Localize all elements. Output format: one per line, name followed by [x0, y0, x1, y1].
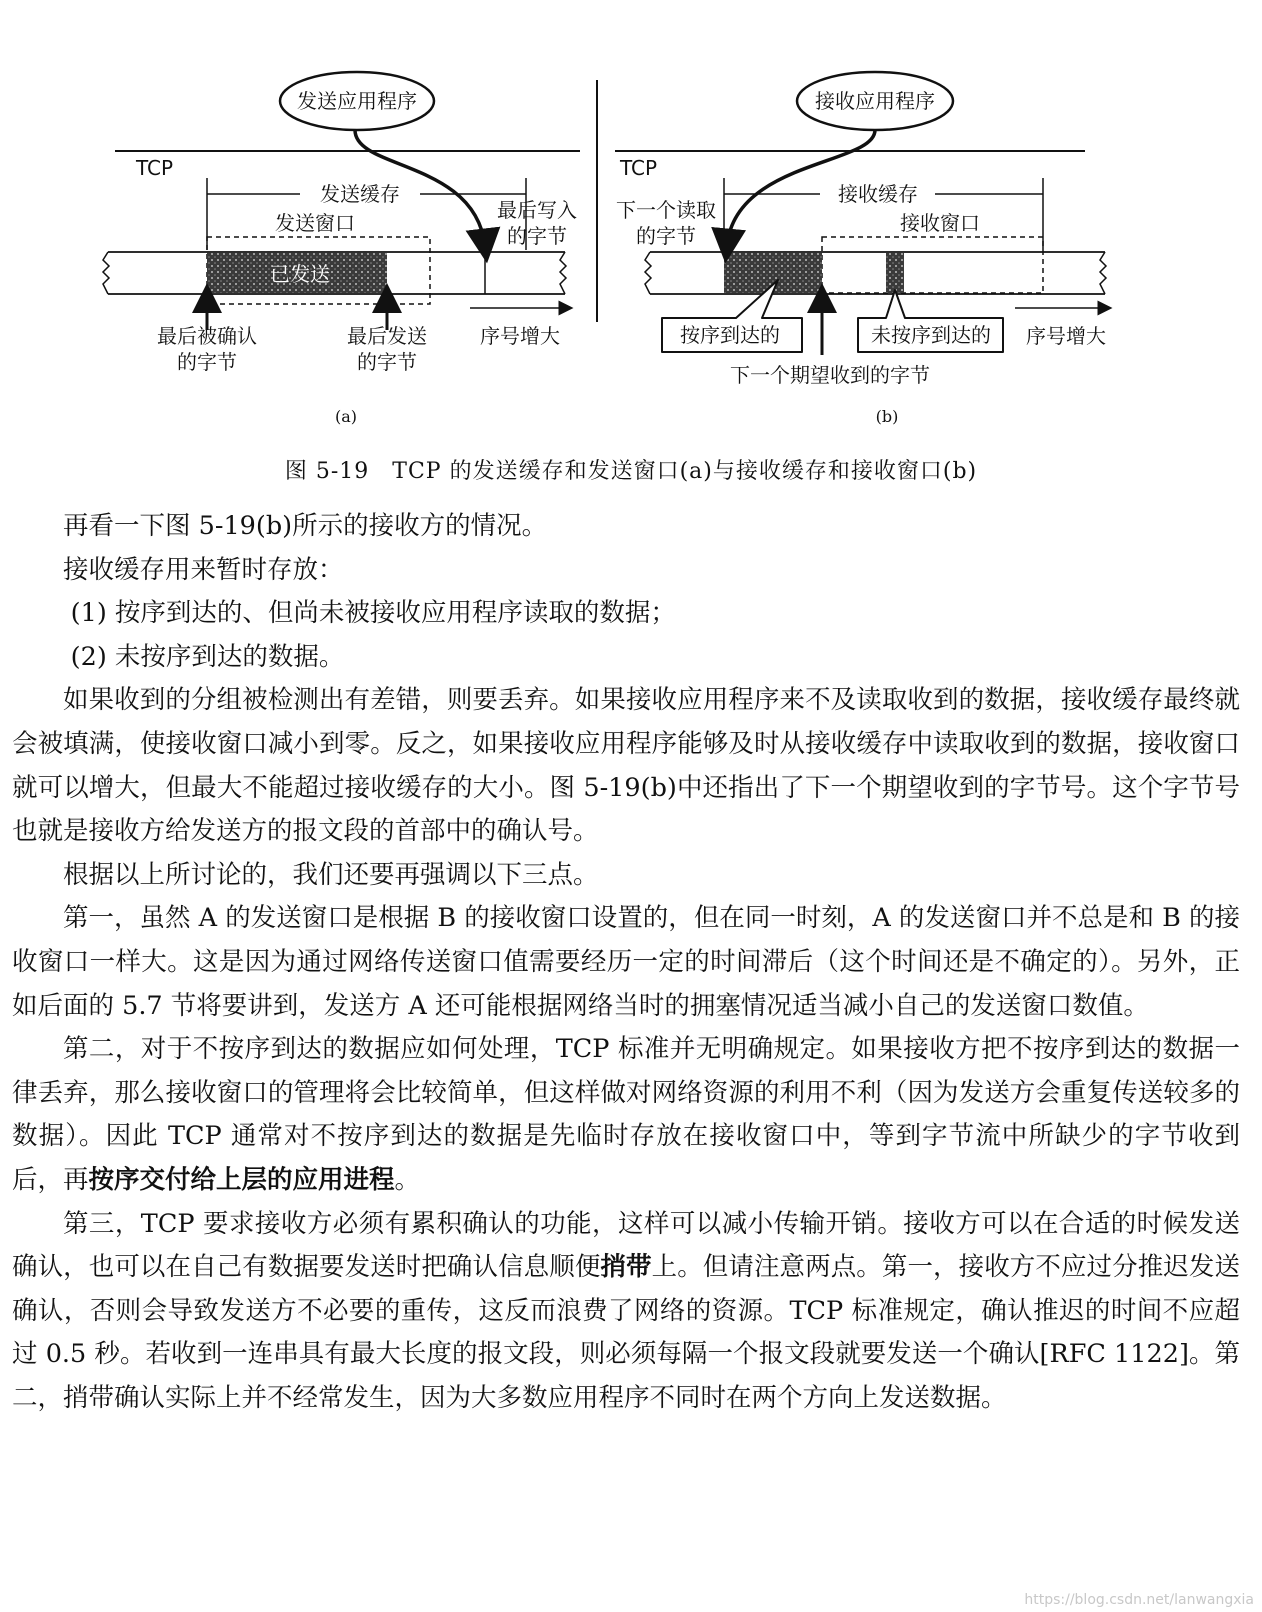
paragraph-buffer-use: 接收缓存用来暂时存放：: [63, 554, 344, 585]
tcp-window-figure: [0, 0, 1262, 500]
receive-side-diagram: [615, 72, 1106, 426]
paragraph-point-three: [12, 1203, 1240, 1421]
sub-label-b: (b): [875, 407, 899, 426]
receive-buffer-label: 接收缓存: [838, 182, 918, 206]
last-sent-label-1: 最后发送: [347, 324, 427, 348]
point-three-text-b: 上。但请注意两点。第一，接收方不应过分推迟发送确认，否则会导致发送方不必要的重传，这反而浪费了网络的资源。TCP 标准规定，确认推迟的时间不应超过 0.5 秒。若收到一连串具有最大长度的报文段，则必须每隔一个报文段就要发送一个确认[RFC 1122]。第二，捎带确认实际上并不经常发生，因为大多数应用程序不同时在两个方向上发送数据。: [12, 1252, 1240, 1413]
last-written-label-2: 的字节: [507, 224, 567, 248]
send-window-label: 发送窗口: [275, 211, 355, 235]
sub-label-a: (a): [334, 407, 358, 426]
send-side-diagram: [103, 72, 580, 426]
next-read-label-1: 下一个读取: [616, 198, 716, 222]
point-three-bold: 捎带: [600, 1252, 652, 1283]
paragraph-errors: 如果收到的分组被检测出有差错，则要丢弃。如果接收应用程序来不及读取收到的数据，接收缓存最终就会被填满，使接收窗口减小到零。反之，如果接收应用程序能够及时从接收缓存中读取收到的数据，接收窗口就可以增大，但最大不能超过接收缓存的大小。图 5-19(b)中还指出了下一个期望收到的字节号。这个字节号也就是接收方给发送方的报文段的首部中的确认号。: [12, 685, 1240, 847]
receive-seq-label: 序号增大: [1026, 324, 1106, 348]
send-buffer-label: 发送缓存: [320, 182, 400, 206]
send-seq-label: 序号增大: [480, 324, 560, 348]
out-of-order-region: [886, 253, 904, 293]
figure-caption: 图 5-19 TCP 的发送缓存和发送窗口(a)与接收缓存和接收窗口(b): [284, 459, 978, 484]
point-two-text: 第二，对于不按序到达的数据应如何处理，TCP 标准并无明确规定。如果接收方把不按序到达的数据一律丢弃，那么接收窗口的管理将会比较简单，但这样做对网络资源的利用不利（因为发送方会重复传送较多的数据）。因此 TCP 通常对不按序到达的数据是先临时存放在接收窗口中，等到字节流中所缺少的字节收到后，再: [12, 1034, 1240, 1195]
paragraph-three-points: 根据以上所讨论的，我们还要再强调以下三点。: [63, 859, 599, 890]
next-expected-label: 下一个期望收到的字节: [730, 363, 930, 387]
receive-tcp-label: TCP: [620, 156, 658, 180]
last-acked-label-2: 的字节: [177, 350, 237, 374]
send-tcp-label: TCP: [136, 156, 174, 180]
paragraph-intro: 再看一下图 5-19(b)所示的接收方的情况。: [63, 511, 548, 541]
point-two-bold: 按序交付给上层的应用进程: [88, 1164, 395, 1195]
paragraph-point-one: 第一，虽然 A 的发送窗口是根据 B 的接收窗口设置的，但在同一时刻，A 的发送窗口并不总是和 B 的接收窗口一样大。这是因为通过网络传送窗口值需要经历一定的时间滞后（这个时间还是不确定的）。另外，正如后面的 5.7 节将要讲到，发送方 A 还可能根据网络当时的拥塞情况适当减小自己的发送窗口数值。: [12, 903, 1240, 1021]
last-written-label-1: 最后写入: [497, 198, 577, 222]
body-text: [12, 505, 1240, 1420]
list-item-in-order: (1) 按序到达的、但尚未被接收应用程序读取的数据；: [70, 598, 676, 629]
receive-window-label: 接收窗口: [900, 211, 980, 235]
list-item-out-of-order: (2) 未按序到达的数据。: [70, 641, 345, 672]
watermark: https://blog.csdn.net/lanwangxia: [1024, 1592, 1254, 1608]
last-sent-label-2: 的字节: [357, 350, 417, 374]
point-three-text-a: 第三，TCP 要求接收方必须有累积确认的功能，这样可以减小传输开销。接收方可以在合适的时候发送确认，也可以在自己有数据要发送时把确认信息顺便: [12, 1208, 1240, 1283]
in-order-label: 按序到达的: [680, 323, 780, 347]
point-two-end: 。: [394, 1164, 421, 1195]
sent-label: 已发送: [270, 262, 330, 286]
last-acked-label-1: 最后被确认: [157, 324, 257, 348]
receive-app-label: 接收应用程序: [815, 89, 935, 113]
next-read-label-2: 的字节: [636, 224, 696, 248]
send-app-label: 发送应用程序: [297, 89, 417, 113]
out-of-order-label: 未按序到达的: [871, 323, 991, 347]
paragraph-point-two: [12, 1028, 1240, 1202]
